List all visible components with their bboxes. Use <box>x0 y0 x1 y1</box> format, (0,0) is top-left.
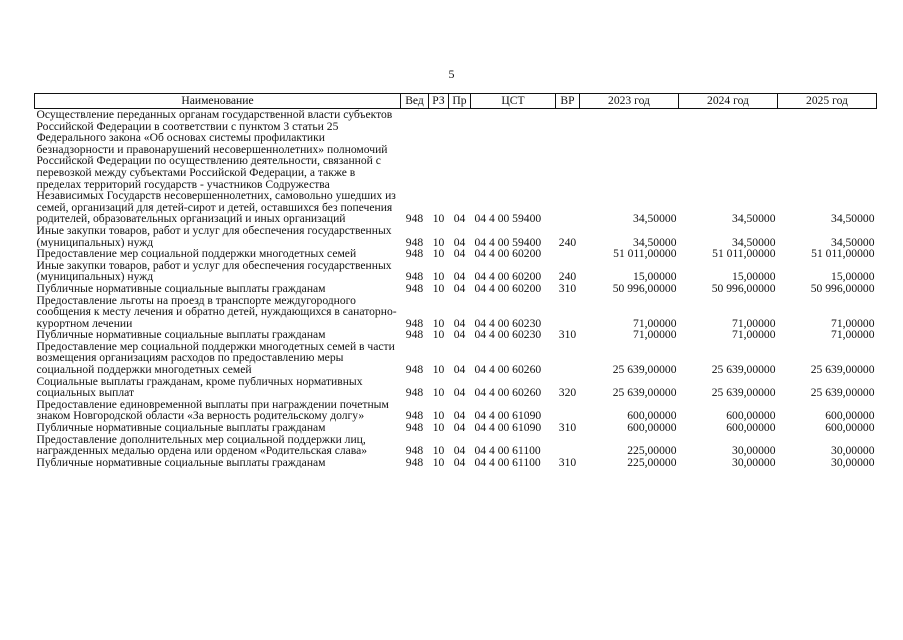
row-2025: 15,00000 <box>831 270 875 283</box>
row-rz: 10 <box>432 248 445 260</box>
row-2023: 71,00000 <box>633 329 677 341</box>
table-row <box>35 457 877 469</box>
row-cst: 04 4 00 60200 <box>474 248 542 260</box>
row-2025: 51 011,00000 <box>811 248 875 260</box>
row-ved: 948 <box>405 363 424 376</box>
row-2025: 600,00000 <box>825 422 875 434</box>
row-name: Социальные выплаты гражданам, кроме публичных нормативных социальных выплат <box>36 375 363 399</box>
row-2025: 25 639,00000 <box>810 386 875 399</box>
row-pr: 04 <box>453 444 466 457</box>
row-cst: 04 4 00 61100 <box>474 456 541 469</box>
table-row <box>35 109 877 225</box>
row-ved: 948 <box>405 270 424 283</box>
header-vr: ВР <box>556 94 580 109</box>
row-pr: 04 <box>453 386 466 399</box>
row-2024: 600,00000 <box>726 409 776 423</box>
row-2024: 25 639,00000 <box>711 363 776 376</box>
header-ved: Вед <box>401 94 429 109</box>
row-2023: 600,00000 <box>627 422 677 434</box>
row-name: Иные закупки товаров, работ и услуг для обеспечения государственных (муниципальных) нужд <box>36 224 392 249</box>
row-ved: 948 <box>405 444 424 457</box>
row-name: Предоставление единовременной выплаты при награждении почетным знаком Новгородской области «За верность родительскому долгу» <box>36 398 389 423</box>
row-cst: 04 4 00 60230 <box>474 316 542 330</box>
row-rz: 10 <box>432 363 445 376</box>
row-2025: 71,00000 <box>831 316 875 330</box>
row-2023: 25 639,00000 <box>612 386 677 399</box>
table-row <box>35 434 877 457</box>
row-vr <box>556 295 580 330</box>
row-2025: 71,00000 <box>831 329 875 341</box>
table-row <box>35 295 877 330</box>
row-vr: 310 <box>558 329 577 341</box>
table-row <box>35 329 877 341</box>
header-name: Наименование <box>35 94 401 109</box>
row-2024: 30,00000 <box>732 456 776 469</box>
row-pr: 04 <box>453 363 466 376</box>
header-2024: 2024 год <box>679 94 778 109</box>
row-2025: 600,00000 <box>825 409 875 423</box>
row-vr <box>556 248 580 260</box>
row-rz: 10 <box>432 444 445 457</box>
row-rz: 10 <box>432 212 445 225</box>
row-cst: 04 4 00 61090 <box>474 422 542 434</box>
row-ved: 948 <box>405 316 424 330</box>
header-2023: 2023 год <box>580 94 679 109</box>
row-vr <box>556 399 580 422</box>
row-2025: 30,00000 <box>831 444 875 457</box>
row-cst: 04 4 00 59400 <box>474 235 542 249</box>
row-vr <box>556 341 580 376</box>
table-row <box>35 225 877 248</box>
row-2023: 71,00000 <box>633 316 677 330</box>
row-ved: 948 <box>405 248 424 260</box>
row-pr: 04 <box>453 270 466 283</box>
row-name: Публичные нормативные социальные выплаты гражданам <box>36 422 326 434</box>
row-ved: 948 <box>405 329 424 341</box>
row-pr: 04 <box>453 409 466 423</box>
row-vr <box>556 109 580 225</box>
row-vr: 310 <box>558 422 577 434</box>
table-row <box>35 422 877 434</box>
row-pr: 04 <box>453 282 466 295</box>
row-name: Предоставление дополнительных мер социальной поддержки лиц, награжденных медалью ордена или орденом «Родительская слава» <box>36 433 368 457</box>
row-2023: 225,00000 <box>627 456 677 469</box>
row-pr: 04 <box>453 329 466 341</box>
row-2023: 34,50000 <box>633 212 677 225</box>
row-ved: 948 <box>405 422 424 434</box>
row-vr: 320 <box>558 386 577 399</box>
budget-table <box>34 93 877 468</box>
row-2024: 51 011,00000 <box>712 248 776 260</box>
row-rz: 10 <box>432 409 445 423</box>
row-vr: 310 <box>558 282 577 295</box>
row-cst: 04 4 00 60260 <box>474 363 542 376</box>
row-2025: 34,50000 <box>831 235 875 249</box>
row-2024: 25 639,00000 <box>711 386 776 399</box>
row-pr: 04 <box>453 248 466 260</box>
row-cst: 04 4 00 60200 <box>474 282 542 295</box>
row-2023: 34,50000 <box>633 235 677 249</box>
row-cst: 04 4 00 60260 <box>474 386 542 399</box>
row-ved: 948 <box>405 282 424 295</box>
row-pr: 04 <box>453 422 466 434</box>
row-name: Предоставление мер социальной поддержки многодетных семей в части возмещения организациям расходов по предоставлению меры социальной поддержки многодетных семей <box>36 340 395 376</box>
row-2024: 71,00000 <box>732 316 776 330</box>
row-name: Публичные нормативные социальные выплаты гражданам <box>36 282 326 295</box>
row-name: Предоставление мер социальной поддержки многодетных семей <box>36 248 357 260</box>
row-rz: 10 <box>432 422 445 434</box>
row-vr: 310 <box>558 456 577 469</box>
row-ved: 948 <box>405 456 424 469</box>
table-row <box>35 399 877 422</box>
row-name: Предоставление льготы на проезд в транспорте междугородного сообщения к месту лечения и обратно детей, нуждающихся в санаторно-курортном лечении <box>36 294 397 330</box>
row-2024: 34,50000 <box>732 212 776 225</box>
row-2024: 50 996,00000 <box>711 282 776 295</box>
table-header-row <box>35 94 877 109</box>
row-2023: 25 639,00000 <box>612 363 677 376</box>
row-2024: 600,00000 <box>726 422 776 434</box>
row-cst: 04 4 00 60230 <box>474 329 542 341</box>
row-rz: 10 <box>432 282 445 295</box>
row-ved: 948 <box>405 409 424 423</box>
row-rz: 10 <box>432 235 445 249</box>
row-rz: 10 <box>432 456 445 469</box>
row-ved: 948 <box>405 235 424 249</box>
row-vr: 240 <box>558 235 577 249</box>
row-rz: 10 <box>432 386 445 399</box>
table-row <box>35 248 877 260</box>
row-cst: 04 4 00 60200 <box>474 270 542 283</box>
row-2025: 50 996,00000 <box>810 282 875 295</box>
row-2024: 30,00000 <box>732 444 776 457</box>
row-name: Публичные нормативные социальные выплаты гражданам <box>36 456 326 469</box>
row-2023: 50 996,00000 <box>612 282 677 295</box>
row-2024: 15,00000 <box>732 270 776 283</box>
row-2025: 30,00000 <box>831 456 875 469</box>
row-2023: 600,00000 <box>627 409 677 423</box>
row-name: Публичные нормативные социальные выплаты гражданам <box>36 329 326 341</box>
row-vr <box>556 434 580 457</box>
row-2024: 71,00000 <box>732 329 776 341</box>
row-rz: 10 <box>432 270 445 283</box>
row-cst: 04 4 00 59400 <box>474 212 542 225</box>
row-pr: 04 <box>453 316 466 330</box>
header-cst: ЦСТ <box>471 94 556 109</box>
row-pr: 04 <box>453 456 466 469</box>
row-2023: 51 011,00000 <box>613 248 677 260</box>
table-row <box>35 260 877 283</box>
table-row <box>35 341 877 376</box>
row-2023: 15,00000 <box>633 270 677 283</box>
row-rz: 10 <box>432 329 445 341</box>
row-name: Иные закупки товаров, работ и услуг для обеспечения государственных (муниципальных) нужд <box>36 259 392 283</box>
row-name: Осуществление переданных органам государственной власти субъектов Российской Федерации в соответствии с пунктом 3 статьи 25 Федерального закона «Об основах системы профилактики безнадзорности и правонарушений несовершеннолетних» полномочий Российской Федерации по осуществлению деятельности, связанной с перевозкой между субъектами Российской Федерации, а также в пределах территорий государств - участников Содружества Независимых Государств несовершеннолетних, самовольно ушедших из семей, организаций для детей-сирот и детей, оставшихся без попечения родителей, образовательных организаций и иных организаций <box>36 108 396 225</box>
page-number: 5 <box>448 67 455 81</box>
row-2023: 225,00000 <box>627 444 677 457</box>
row-pr: 04 <box>453 212 466 225</box>
row-cst: 04 4 00 61090 <box>474 409 542 423</box>
row-cst: 04 4 00 61100 <box>474 444 541 457</box>
row-2024: 34,50000 <box>732 235 776 249</box>
table-row <box>35 376 877 399</box>
table-row <box>35 283 877 295</box>
row-2025: 34,50000 <box>831 212 875 225</box>
row-vr: 240 <box>558 270 577 283</box>
header-pr: Пр <box>449 94 471 109</box>
row-ved: 948 <box>405 386 424 399</box>
header-2025: 2025 год <box>778 94 877 109</box>
header-rz: РЗ <box>429 94 449 109</box>
row-pr: 04 <box>453 235 466 249</box>
row-rz: 10 <box>432 316 445 330</box>
row-2025: 25 639,00000 <box>810 363 875 376</box>
row-ved: 948 <box>405 212 424 225</box>
